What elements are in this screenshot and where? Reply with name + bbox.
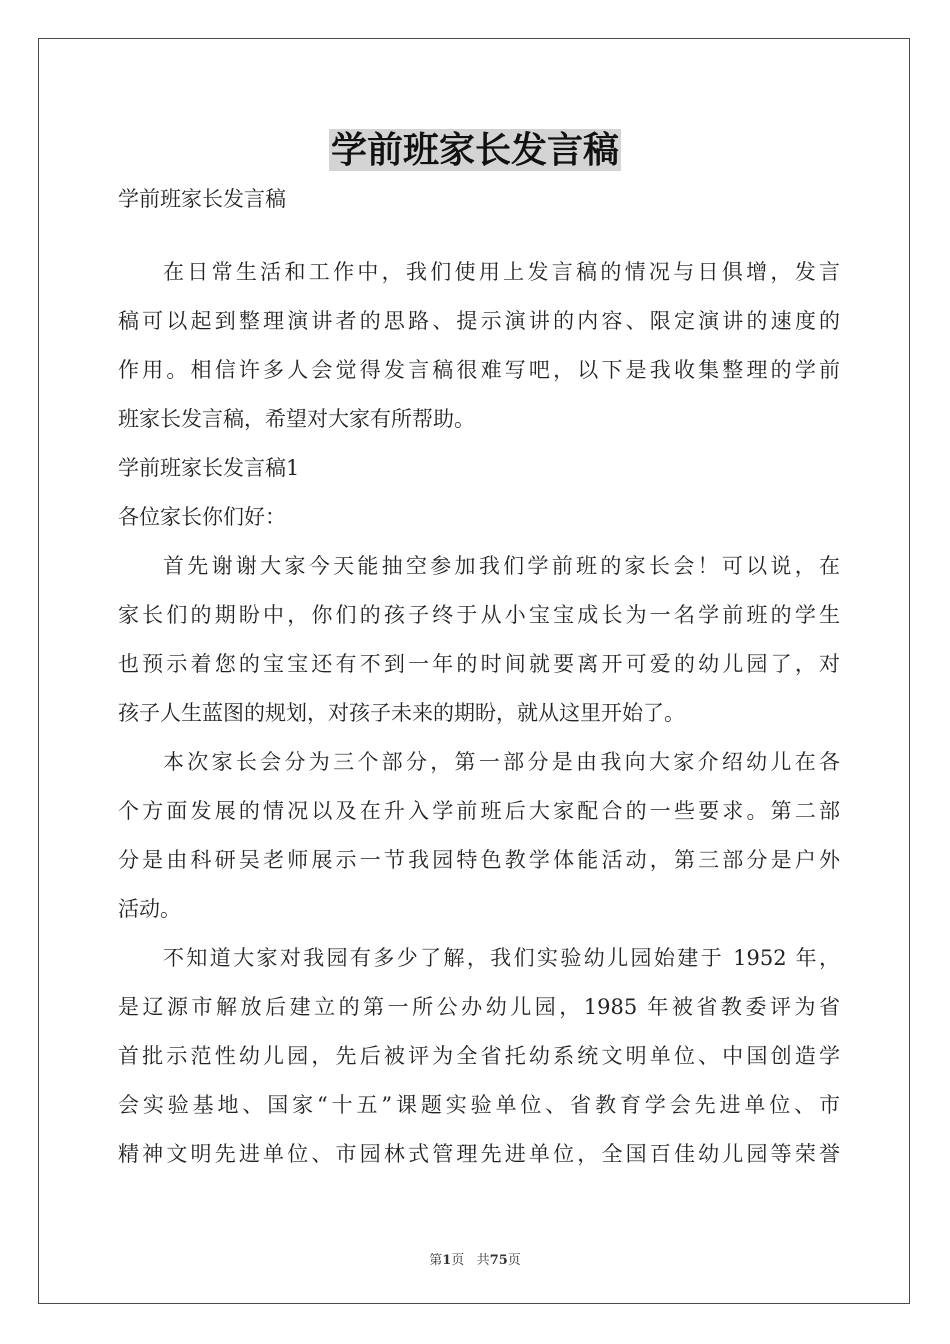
paragraph-line: 孩子人生蓝图的规划，对孩子未来的期盼，就从这里开始了。 (118, 701, 685, 725)
spacer (118, 226, 840, 250)
paragraph-line: 在日常生活和工作中，我们使用上发言稿的情况与日俱增，发言 (163, 260, 840, 284)
page-total: 75 (489, 1253, 508, 1268)
paragraph-line: 也预示着您的宝宝还有不到一年的时间就要离开可爱的幼儿园了，对 (118, 652, 840, 676)
paragraph-line: 会实验基地、国家“十五”课题实验单位、省教育学会先进单位、市 (118, 1093, 840, 1117)
section-heading: 学前班家长发言稿1 (118, 456, 300, 480)
page-current: 1 (442, 1253, 452, 1268)
paragraph-line: 是辽源市解放后建立的第一所公办幼儿园，1985 年被省教委评为省 (118, 995, 840, 1019)
paragraph-line: 首批示范性幼儿园，先后被评为全省托幼系统文明单位、中国创造学 (118, 1044, 840, 1068)
paragraph-line: 个方面发展的情况以及在升入学前班后大家配合的一些要求。第二部 (118, 799, 840, 823)
paragraph-line: 活动。 (118, 897, 181, 921)
document-title-text: 学前班家长发言稿 (330, 129, 619, 171)
paragraph-line: 稿可以起到整理演讲者的思路、提示演讲的内容、限定演讲的速度的 (118, 309, 840, 333)
subtitle: 学前班家长发言稿 (118, 187, 286, 211)
paragraph-line: 分是由科研吴老师展示一节我园特色教学体能活动，第三部分是户外 (118, 848, 840, 872)
total-suffix: 页 (507, 1253, 521, 1268)
paragraph-line: 不知道大家对我园有多少了解，我们实验幼儿园始建于 1952 年， (163, 946, 840, 970)
paragraph-intro (118, 250, 840, 446)
paragraph-line: 班家长发言稿，希望对大家有所帮助。 (118, 407, 475, 431)
paragraph-line: 精神文明先进单位、市园林式管理先进单位，全国百佳幼儿园等荣誉 (118, 1142, 840, 1166)
greeting: 各位家长你们好： (118, 505, 286, 529)
paragraph-line: 首先谢谢大家今天能抽空参加我们学前班的家长会！可以说，在 (163, 554, 840, 578)
document-body (118, 177, 840, 1181)
paragraph-history (118, 936, 840, 1181)
paragraph-line: 本次家长会分为三个部分，第一部分是由我向大家介绍幼儿在各 (163, 750, 840, 774)
paragraph-line: 作用。相信许多人会觉得发言稿很难写吧，以下是我收集整理的学前 (118, 358, 840, 382)
total-prefix: 共 (476, 1253, 490, 1268)
page-suffix: 页 (451, 1253, 465, 1268)
document-title (0, 126, 950, 174)
page-prefix: 第 (429, 1253, 443, 1268)
page-footer (0, 1249, 950, 1268)
paragraph-thanks (118, 544, 840, 740)
paragraph-agenda (118, 740, 840, 936)
paragraph-line: 家长们的期盼中，你们的孩子终于从小宝宝成长为一名学前班的学生 (118, 603, 840, 627)
